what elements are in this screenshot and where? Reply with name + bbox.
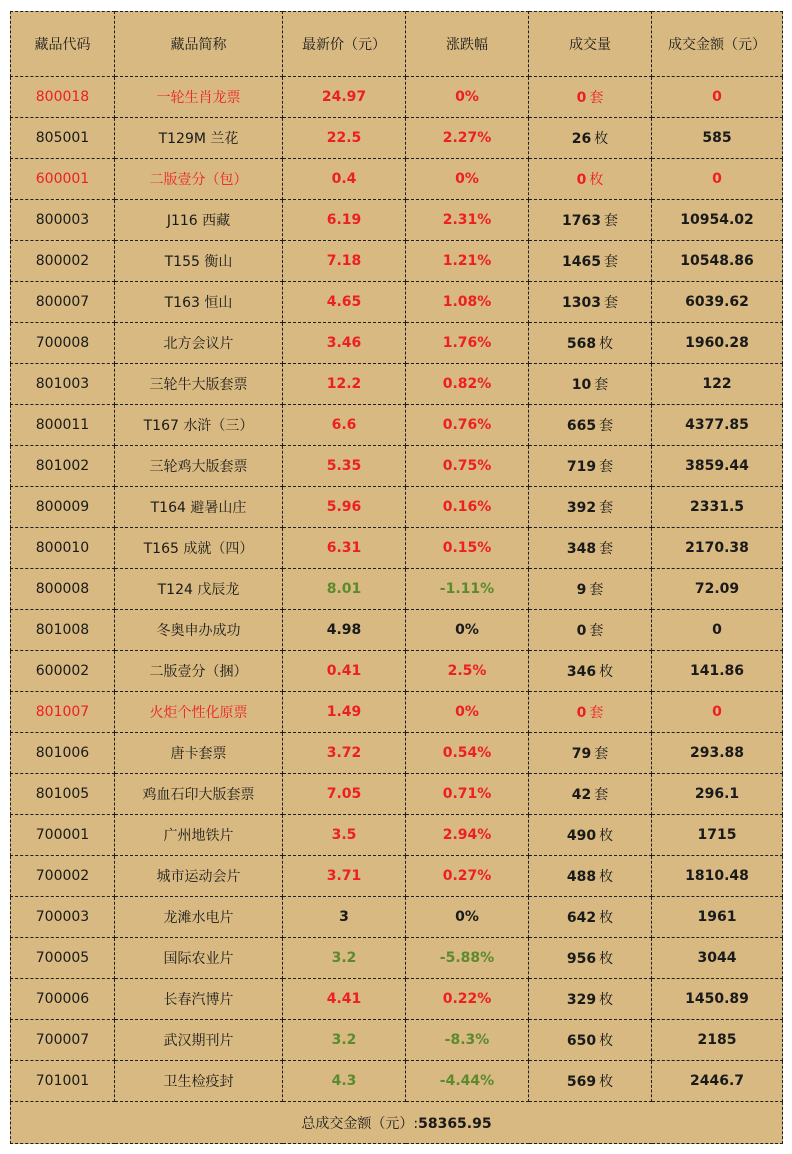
table-row: [11, 979, 783, 1020]
volume-unit: 枚: [599, 869, 614, 885]
cell-change: 0%: [406, 77, 529, 118]
volume-unit: 枚: [599, 664, 614, 680]
cell-volume: [529, 118, 652, 159]
cell-change: 0.27%: [406, 856, 529, 897]
cell-amount: 0: [652, 692, 783, 733]
cell-code: 700008: [11, 323, 115, 364]
cell-name: 冬奥申办成功: [115, 610, 283, 651]
table-header-row: [11, 12, 783, 77]
cell-change: 0.54%: [406, 733, 529, 774]
cell-volume: [529, 856, 652, 897]
cell-name: 国际农业片: [115, 938, 283, 979]
table-row: [11, 364, 783, 405]
volume-value: 1465: [562, 254, 601, 270]
volume-value: 329: [566, 992, 597, 1008]
cell-volume: [529, 938, 652, 979]
volume-unit: 枚: [599, 951, 614, 967]
table-row: [11, 651, 783, 692]
cell-change: -5.88%: [406, 938, 529, 979]
volume-unit: 枚: [599, 828, 614, 844]
table-row: [11, 323, 783, 364]
cell-price: 4.65: [283, 282, 406, 323]
cell-price: 3.2: [283, 938, 406, 979]
cell-name: 长春汽博片: [115, 979, 283, 1020]
cell-price: 7.18: [283, 241, 406, 282]
volume-value: 42: [571, 787, 592, 803]
table-row: [11, 569, 783, 610]
cell-amount: 72.09: [652, 569, 783, 610]
volume-value: 0: [576, 172, 587, 188]
table-row: [11, 528, 783, 569]
cell-code: 801007: [11, 692, 115, 733]
cell-name: 一轮生肖龙票: [115, 77, 283, 118]
cell-amount: 296.1: [652, 774, 783, 815]
header-code: 藏品代码: [11, 12, 115, 77]
volume-value: 346: [566, 664, 597, 680]
volume-unit: 套: [594, 787, 609, 803]
cell-price: 4.3: [283, 1061, 406, 1102]
header-name: 藏品简称: [115, 12, 283, 77]
cell-price: 6.31: [283, 528, 406, 569]
cell-name: 二版壹分（捆）: [115, 651, 283, 692]
cell-amount: 10954.02: [652, 200, 783, 241]
cell-change: 0.22%: [406, 979, 529, 1020]
cell-amount: 3044: [652, 938, 783, 979]
cell-price: 12.2: [283, 364, 406, 405]
cell-price: 6.19: [283, 200, 406, 241]
cell-volume: [529, 77, 652, 118]
cell-volume: [529, 528, 652, 569]
cell-code: 800010: [11, 528, 115, 569]
volume-value: 1763: [562, 213, 601, 229]
cell-code: 800002: [11, 241, 115, 282]
cell-code: 800008: [11, 569, 115, 610]
table-row: [11, 77, 783, 118]
cell-price: 4.41: [283, 979, 406, 1020]
cell-code: 805001: [11, 118, 115, 159]
cell-volume: [529, 1020, 652, 1061]
cell-amount: 4377.85: [652, 405, 783, 446]
total-amount-value: 58365.95: [418, 1115, 492, 1132]
cell-amount: 122: [652, 364, 783, 405]
volume-unit: 枚: [594, 131, 609, 147]
cell-name: 北方会议片: [115, 323, 283, 364]
table-row: [11, 856, 783, 897]
volume-value: 392: [566, 500, 597, 516]
cell-change: 2.27%: [406, 118, 529, 159]
cell-price: 1.49: [283, 692, 406, 733]
cell-price: 4.98: [283, 610, 406, 651]
cell-price: 7.05: [283, 774, 406, 815]
cell-amount: 0: [652, 159, 783, 200]
cell-change: 0.82%: [406, 364, 529, 405]
table-row: [11, 1061, 783, 1102]
volume-unit: 套: [599, 459, 614, 475]
table-row: [11, 938, 783, 979]
cell-price: 3.2: [283, 1020, 406, 1061]
cell-name: 二版壹分（包）: [115, 159, 283, 200]
table-row: [11, 815, 783, 856]
cell-change: 1.21%: [406, 241, 529, 282]
cell-name: T124 戊辰龙: [115, 569, 283, 610]
cell-amount: 2331.5: [652, 487, 783, 528]
cell-code: 800003: [11, 200, 115, 241]
volume-unit: 套: [599, 500, 614, 516]
cell-amount: 2185: [652, 1020, 783, 1061]
cell-change: 0.75%: [406, 446, 529, 487]
volume-value: 0: [576, 705, 587, 721]
cell-name: T167 水浒（三）: [115, 405, 283, 446]
cell-volume: [529, 774, 652, 815]
cell-price: 3: [283, 897, 406, 938]
volume-value: 490: [566, 828, 597, 844]
table-row: [11, 446, 783, 487]
cell-volume: [529, 200, 652, 241]
cell-code: 700007: [11, 1020, 115, 1061]
cell-amount: 2170.38: [652, 528, 783, 569]
volume-unit: 套: [594, 377, 609, 393]
volume-value: 568: [566, 336, 597, 352]
cell-code: 701001: [11, 1061, 115, 1102]
cell-name: T155 衡山: [115, 241, 283, 282]
volume-unit: 枚: [599, 336, 614, 352]
volume-value: 0: [576, 90, 587, 106]
cell-name: 鸡血石印大版套票: [115, 774, 283, 815]
cell-volume: [529, 405, 652, 446]
market-table-container: [10, 11, 782, 1144]
cell-change: 0.16%: [406, 487, 529, 528]
cell-price: 3.46: [283, 323, 406, 364]
cell-change: 0%: [406, 897, 529, 938]
table-row: [11, 159, 783, 200]
volume-value: 642: [566, 910, 597, 926]
cell-price: 3.71: [283, 856, 406, 897]
cell-price: 8.01: [283, 569, 406, 610]
volume-unit: 套: [603, 295, 618, 311]
cell-name: T165 成就（四）: [115, 528, 283, 569]
cell-code: 700001: [11, 815, 115, 856]
cell-change: -1.11%: [406, 569, 529, 610]
volume-unit: 套: [589, 582, 604, 598]
table-row: [11, 200, 783, 241]
cell-name: T129M 兰花: [115, 118, 283, 159]
cell-amount: 0: [652, 77, 783, 118]
table-footer-row: [11, 1102, 783, 1144]
table-row: [11, 282, 783, 323]
cell-name: T164 避暑山庄: [115, 487, 283, 528]
cell-volume: [529, 815, 652, 856]
volume-value: 956: [566, 951, 597, 967]
cell-volume: [529, 282, 652, 323]
cell-code: 700006: [11, 979, 115, 1020]
volume-unit: 套: [589, 90, 604, 106]
cell-name: 唐卡套票: [115, 733, 283, 774]
cell-volume: [529, 241, 652, 282]
cell-name: 卫生检疫封: [115, 1061, 283, 1102]
cell-code: 700005: [11, 938, 115, 979]
cell-change: 2.5%: [406, 651, 529, 692]
cell-change: 2.31%: [406, 200, 529, 241]
cell-price: 22.5: [283, 118, 406, 159]
volume-value: 488: [566, 869, 597, 885]
total-amount-label: 总成交金额（元）:: [301, 1115, 419, 1132]
cell-amount: 1961: [652, 897, 783, 938]
cell-change: 1.76%: [406, 323, 529, 364]
cell-volume: [529, 487, 652, 528]
cell-amount: 141.86: [652, 651, 783, 692]
header-change: 涨跌幅: [406, 12, 529, 77]
cell-name: 武汉期刊片: [115, 1020, 283, 1061]
cell-volume: [529, 692, 652, 733]
volume-unit: 套: [603, 213, 618, 229]
cell-volume: [529, 897, 652, 938]
volume-value: 569: [566, 1074, 597, 1090]
header-volume: 成交量: [529, 12, 652, 77]
table-row: [11, 774, 783, 815]
market-table: [10, 11, 783, 1144]
cell-code: 801002: [11, 446, 115, 487]
cell-code: 800009: [11, 487, 115, 528]
cell-change: 0.15%: [406, 528, 529, 569]
cell-change: 0%: [406, 159, 529, 200]
cell-name: 广州地铁片: [115, 815, 283, 856]
cell-code: 800018: [11, 77, 115, 118]
cell-name: 城市运动会片: [115, 856, 283, 897]
cell-code: 800011: [11, 405, 115, 446]
volume-value: 348: [566, 541, 597, 557]
table-row: [11, 405, 783, 446]
header-amount: 成交金额（元）: [652, 12, 783, 77]
table-row: [11, 1020, 783, 1061]
cell-price: 5.96: [283, 487, 406, 528]
cell-volume: [529, 979, 652, 1020]
header-price: 最新价（元）: [283, 12, 406, 77]
volume-value: 650: [566, 1033, 597, 1049]
cell-price: 5.35: [283, 446, 406, 487]
table-row: [11, 610, 783, 651]
volume-value: 665: [566, 418, 597, 434]
table-row: [11, 733, 783, 774]
cell-price: 24.97: [283, 77, 406, 118]
volume-value: 79: [571, 746, 592, 762]
cell-amount: 3859.44: [652, 446, 783, 487]
cell-code: 700003: [11, 897, 115, 938]
cell-code: 801008: [11, 610, 115, 651]
table-row: [11, 692, 783, 733]
volume-unit: 枚: [589, 172, 604, 188]
volume-value: 1303: [562, 295, 601, 311]
cell-amount: 2446.7: [652, 1061, 783, 1102]
cell-change: 0%: [406, 692, 529, 733]
volume-unit: 套: [589, 705, 604, 721]
cell-change: -8.3%: [406, 1020, 529, 1061]
cell-change: 0%: [406, 610, 529, 651]
volume-unit: 枚: [599, 910, 614, 926]
cell-price: 3.5: [283, 815, 406, 856]
cell-price: 0.4: [283, 159, 406, 200]
cell-code: 600002: [11, 651, 115, 692]
cell-volume: [529, 651, 652, 692]
table-row: [11, 487, 783, 528]
volume-unit: 枚: [599, 1033, 614, 1049]
cell-name: 三轮牛大版套票: [115, 364, 283, 405]
volume-unit: 套: [599, 418, 614, 434]
cell-amount: 1450.89: [652, 979, 783, 1020]
cell-code: 700002: [11, 856, 115, 897]
cell-price: 3.72: [283, 733, 406, 774]
cell-change: 1.08%: [406, 282, 529, 323]
cell-change: -4.44%: [406, 1061, 529, 1102]
cell-amount: 0: [652, 610, 783, 651]
cell-code: 600001: [11, 159, 115, 200]
volume-value: 10: [571, 377, 592, 393]
volume-unit: 枚: [599, 1074, 614, 1090]
cell-code: 801005: [11, 774, 115, 815]
cell-amount: 585: [652, 118, 783, 159]
cell-amount: 1810.48: [652, 856, 783, 897]
cell-code: 801006: [11, 733, 115, 774]
cell-amount: 293.88: [652, 733, 783, 774]
cell-volume: [529, 323, 652, 364]
cell-volume: [529, 446, 652, 487]
cell-price: 0.41: [283, 651, 406, 692]
total-amount-cell: [11, 1102, 783, 1144]
cell-volume: [529, 1061, 652, 1102]
cell-amount: 1715: [652, 815, 783, 856]
table-row: [11, 897, 783, 938]
volume-value: 719: [566, 459, 597, 475]
cell-change: 0.71%: [406, 774, 529, 815]
volume-unit: 套: [594, 746, 609, 762]
cell-name: T163 恒山: [115, 282, 283, 323]
volume-unit: 套: [603, 254, 618, 270]
cell-volume: [529, 569, 652, 610]
volume-value: 0: [576, 623, 587, 639]
cell-volume: [529, 733, 652, 774]
table-row: [11, 118, 783, 159]
cell-change: 0.76%: [406, 405, 529, 446]
cell-name: J116 西藏: [115, 200, 283, 241]
volume-unit: 套: [589, 623, 604, 639]
table-row: [11, 241, 783, 282]
cell-name: 火炬个性化原票: [115, 692, 283, 733]
cell-amount: 6039.62: [652, 282, 783, 323]
cell-volume: [529, 610, 652, 651]
cell-amount: 10548.86: [652, 241, 783, 282]
volume-unit: 枚: [599, 992, 614, 1008]
cell-volume: [529, 364, 652, 405]
volume-value: 26: [571, 131, 592, 147]
volume-value: 9: [576, 582, 587, 598]
table-body: [11, 12, 783, 1102]
cell-price: 6.6: [283, 405, 406, 446]
volume-unit: 套: [599, 541, 614, 557]
cell-name: 三轮鸡大版套票: [115, 446, 283, 487]
cell-change: 2.94%: [406, 815, 529, 856]
cell-code: 800007: [11, 282, 115, 323]
cell-amount: 1960.28: [652, 323, 783, 364]
cell-volume: [529, 159, 652, 200]
cell-code: 801003: [11, 364, 115, 405]
cell-name: 龙滩水电片: [115, 897, 283, 938]
